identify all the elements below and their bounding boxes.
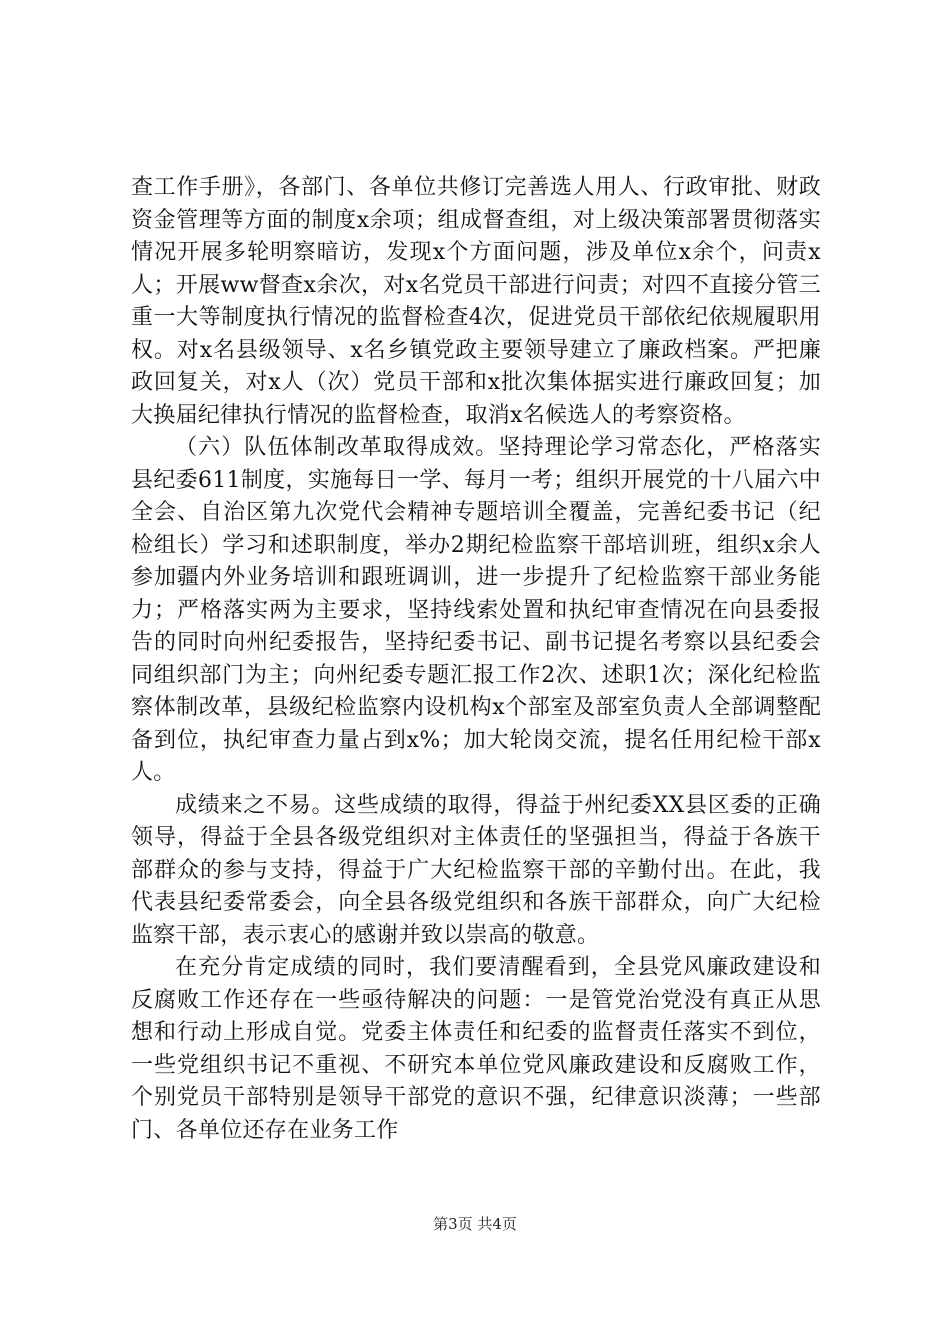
paragraph-achievements: 成绩来之不易。这些成绩的取得，得益于州纪委XX县区委的正确领导，得益于全县各级党组织对主体责任的坚强担当，得益于各族干部群众的参与支持，得益于广大纪检监察干部的辛勤付出。在此，我代表县纪委常委会，向全县各级党组织和各族干部群众，向广大纪检监察干部，表示衷心的感谢并致以崇高的敬意。 <box>131 792 821 948</box>
paragraph-problems: 在充分肯定成绩的同时，我们要清醒看到，全县党风廉政建设和反腐败工作还存在一些亟待解决的问题：一是管党治党没有真正从思想和行动上形成自觉。党委主体责任和纪委的监督责任落实不到位，一些党组织书记不重视、不研究本单位党风廉政建设和反腐败工作，个别党员干部特别是领导干部党的意识不强，纪律意识淡薄；一些部门、各单位还存在业务工作 <box>131 955 821 1143</box>
page-number-footer: 第3页 共4页 <box>433 1215 517 1233</box>
paragraph-continuation: 查工作手册》，各部门、各单位共修订完善选人用人、行政审批、财政资金管理等方面的制度x余项；组成督查组，对上级决策部署贯彻落实情况开展多轮明察暗访，发现x个方面问题，涉及单位x余个，问责x人；开展ww督查x余次，对x名党员干部进行问责；对四不直接分管三重一大等制度执行情况的监督检查4次，促进党员干部依纪依规履职用权。对x名县级领导、x名乡镇党政主要领导建立了廉政档案。严把廉政回复关，对x人（次）党员干部和x批次集体据实进行廉政回复；加大换届纪律执行情况的监督检查，取消x名候选人的考察资格。 <box>131 175 821 428</box>
paragraph-team-reform: （六）队伍体制改革取得成效。坚持理论学习常态化，严格落实县纪委611制度，实施每日一学、每月一考；组织开展党的十八届六中全会、自治区第九次党代会精神专题培训全覆盖，完善纪委书记（纪检组长）学习和述职制度，举办2期纪检监察干部培训班，组织x余人参加疆内外业务培训和跟班调训，进一步提升了纪检监察干部业务能力；严格落实两为主要求，坚持线索处置和执纪审查情况在向县委报告的同时向州纪委报告，坚持纪委书记、副书记提名考察以县纪委会同组织部门为主；向州纪委专题汇报工作2次、述职1次；深化纪检监察体制改革，县级纪检监察内设机构x个部室及部室负责人全部调整配备到位，执纪审查力量占到x%；加大轮岗交流，提名任用纪检干部x人。 <box>131 435 821 785</box>
document-body <box>131 172 821 1147</box>
